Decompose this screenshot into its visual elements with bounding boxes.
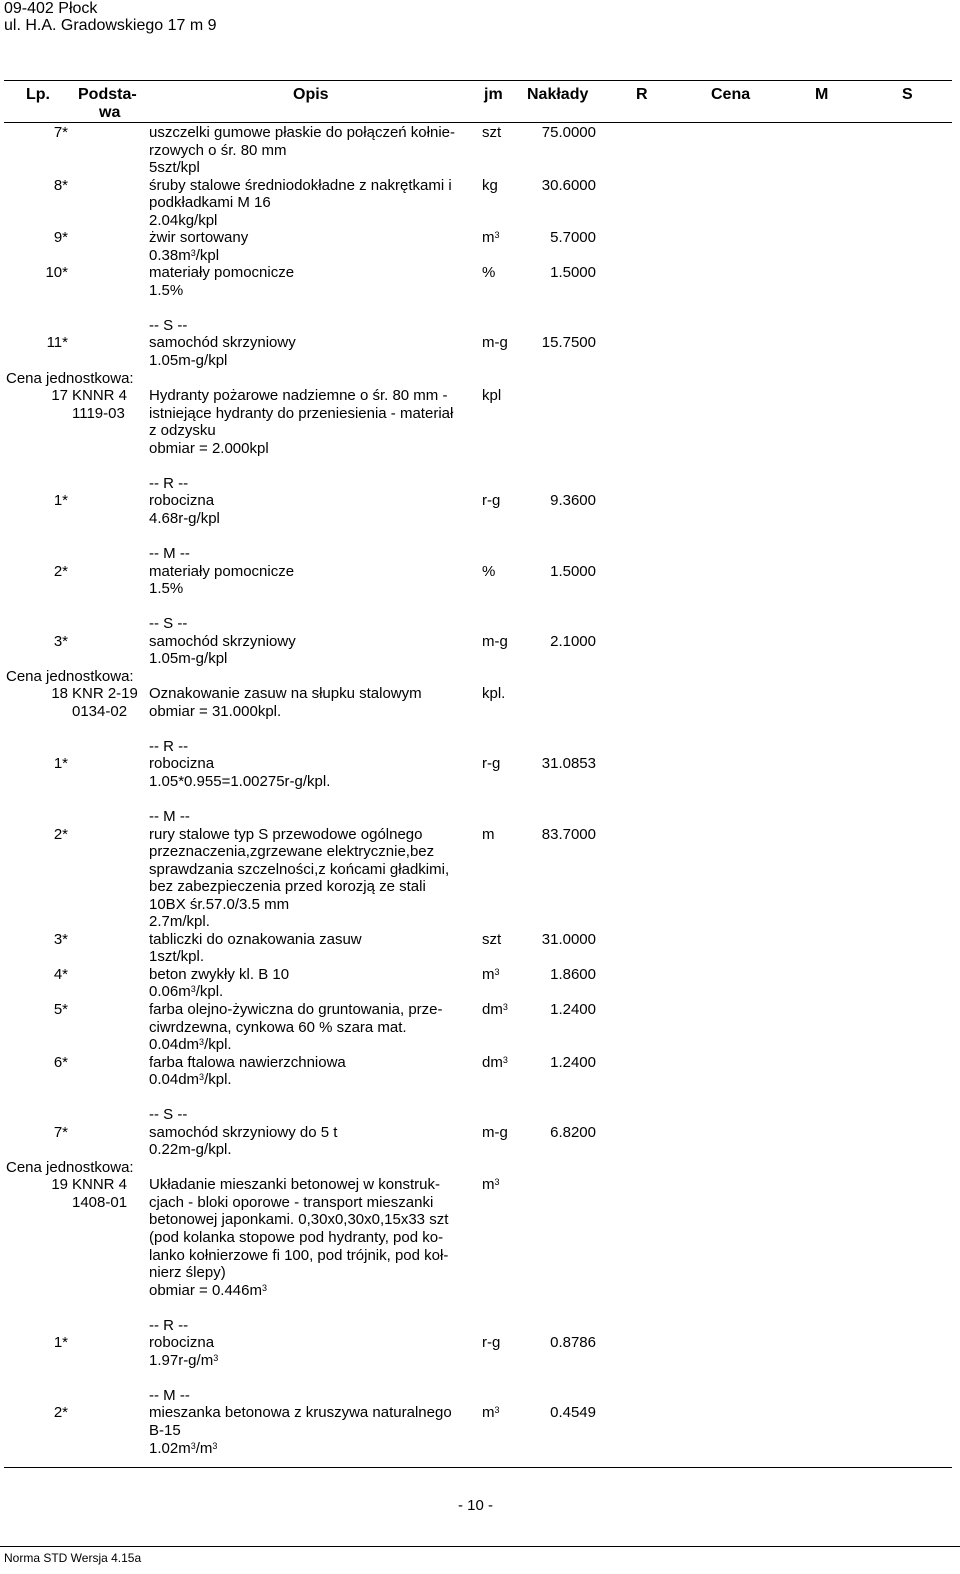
row-description: $0.38m^3$/kpl: [149, 247, 220, 264]
row-description: -- S --: [149, 317, 188, 334]
row-description: rury stalowe typ S przewodowe ogólnego: [149, 826, 423, 843]
row-description: -- S --: [149, 1106, 188, 1123]
row-description: 1.5%: [149, 580, 184, 597]
row-description: (pod kolanka stopowe pod hydranty, pod ko-: [149, 1229, 444, 1246]
table-top-border: [4, 80, 952, 81]
row-unit: m-g: [482, 633, 508, 650]
row-lp: 9*: [53, 229, 68, 246]
footer-divider: [0, 1546, 960, 1547]
row-description: lanko kołnierzowe fi 100, pod trójnik, pod koł-: [149, 1247, 449, 1264]
software-version: Norma STD Wersja 4.15a: [4, 1551, 142, 1565]
row-description: $0.04dm^3$/kpl.: [149, 1071, 232, 1088]
row-unit: $dm^3$: [482, 1001, 508, 1018]
row-description: podkładkami M 16: [149, 194, 271, 211]
row-description: robocizna: [149, 492, 215, 509]
row-basis: KNNR 4: [72, 1176, 128, 1193]
row-unit: r-g: [482, 1334, 501, 1351]
row-description: Oznakowanie zasuw na słupku stalowym: [149, 685, 422, 702]
row-lp: 17: [51, 387, 68, 404]
row-description: Układanie mieszanki betonowej w konstruk-: [149, 1176, 440, 1193]
row-quantity: 1.8600: [550, 966, 596, 983]
row-unit: $m^3$: [482, 229, 500, 246]
row-description: 1.5%: [149, 282, 184, 299]
row-description: śruby stalowe średniodokładne z nakrętkami i: [149, 177, 452, 194]
row-description: beton zwykły kl. B 10: [149, 966, 290, 983]
row-quantity: 0.8786: [550, 1334, 596, 1351]
row-description: B-15: [149, 1422, 181, 1439]
row-description: bez zabezpieczenia przed korozją ze stali: [149, 878, 426, 895]
row-unit: %: [482, 563, 496, 580]
row-description: robocizna: [149, 1334, 215, 1351]
row-lp: 1*: [53, 755, 68, 772]
row-description: mieszanka betonowa z kruszywa naturalnego: [149, 1404, 452, 1421]
row-unit: $dm^3$: [482, 1054, 508, 1071]
row-lp: 2*: [53, 563, 68, 580]
header-naklady: Nakłady: [527, 86, 589, 103]
company-address-line2: ul. H.A. Gradowskiego 17 m 9: [4, 17, 217, 34]
row-lp: 18: [51, 685, 68, 702]
row-quantity: 31.0000: [541, 931, 596, 948]
row-description: 1.05*0.955=1.00275r-g/kpl.: [149, 773, 331, 790]
header-bottom-border: [4, 122, 952, 123]
row-description: 0.22m-g/kpl.: [149, 1141, 232, 1158]
unit-price-label: Cena jednostkowa:: [6, 370, 134, 387]
row-description: farba olejno-żywiczna do gruntowania, prze-: [149, 1001, 443, 1018]
company-address-line1: 09-402 Płock: [4, 0, 98, 17]
row-unit: $m^3$: [482, 1404, 500, 1421]
header-opis: Opis: [293, 86, 329, 103]
row-quantity: 2.1000: [550, 633, 596, 650]
row-description: 1.05m-g/kpl: [149, 352, 228, 369]
row-unit: r-g: [482, 755, 501, 772]
row-lp: 1*: [53, 492, 68, 509]
row-basis: KNNR 4: [72, 387, 128, 404]
row-description: $1.02m^3/m^3$: [149, 1440, 218, 1457]
row-quantity: 1.2400: [550, 1001, 596, 1018]
row-quantity: 83.7000: [541, 826, 596, 843]
row-basis: KNR 2-19: [72, 685, 138, 702]
row-lp: 10*: [45, 264, 68, 281]
row-unit: kpl: [482, 387, 502, 404]
row-description: Hydranty pożarowe nadziemne o śr. 80 mm -: [149, 387, 448, 404]
row-description: sprawdzania szczelności,z końcami gładkimi,: [149, 861, 450, 878]
row-description: robocizna: [149, 755, 215, 772]
row-lp: 2*: [53, 1404, 68, 1421]
row-lp: 7*: [53, 124, 68, 141]
row-description: przeznaczenia,zgrzewane elektrycznie,bez: [149, 843, 435, 860]
row-description: -- M --: [149, 545, 190, 562]
row-quantity: 30.6000: [541, 177, 596, 194]
row-unit: szt: [482, 124, 502, 141]
row-description: samochód skrzyniowy: [149, 334, 296, 351]
row-unit: kg: [482, 177, 498, 194]
row-description: obmiar = 31.000kpl.: [149, 703, 282, 720]
row-description: ciwrdzewna, cynkowa 60 % szara mat.: [149, 1019, 407, 1036]
row-quantity: 31.0853: [541, 755, 596, 772]
row-lp: 5*: [53, 1001, 68, 1018]
row-quantity: 6.8200: [550, 1124, 596, 1141]
row-description: samochód skrzyniowy do 5 t: [149, 1124, 338, 1141]
page-number: - 10 -: [458, 1497, 494, 1514]
row-description: $0.04dm^3$/kpl.: [149, 1036, 232, 1053]
unit-price-label: Cena jednostkowa:: [6, 668, 134, 685]
row-description: uszczelki gumowe płaskie do połączeń kołnie-: [149, 124, 455, 141]
row-lp: 1*: [53, 1334, 68, 1351]
unit-price-label: Cena jednostkowa:: [6, 1159, 134, 1176]
row-lp: 19: [51, 1176, 68, 1193]
header-m: M: [815, 86, 829, 103]
row-lp: 11*: [46, 334, 68, 351]
row-description: $1.97r-g/m^3$: [149, 1352, 219, 1369]
row-description: żwir sortowany: [149, 229, 249, 246]
row-unit: m-g: [482, 334, 508, 351]
row-unit: $m^3$: [482, 1176, 500, 1193]
row-unit: r-g: [482, 492, 501, 509]
header-s: S: [902, 86, 913, 103]
row-description: materiały pomocnicze: [149, 264, 295, 281]
row-lp: 8*: [53, 177, 68, 194]
row-description: -- M --: [149, 1387, 190, 1404]
header-r: R: [636, 86, 648, 103]
row-basis: 0134-02: [72, 703, 128, 720]
row-lp: 2*: [53, 826, 68, 843]
row-basis: 1119-03: [72, 405, 125, 422]
row-description: 2.04kg/kpl: [149, 212, 218, 229]
row-quantity: 9.3600: [550, 492, 596, 509]
row-unit: m: [482, 826, 495, 843]
header-podstawa-1: Podsta-: [78, 86, 137, 103]
row-unit: m-g: [482, 1124, 508, 1141]
row-description: materiały pomocnicze: [149, 563, 295, 580]
row-description: 5szt/kpl: [149, 159, 200, 176]
row-description: 1.05m-g/kpl: [149, 650, 228, 667]
row-description: 1szt/kpl.: [149, 948, 205, 965]
row-description: nierz ślepy): [149, 1264, 226, 1281]
row-quantity: 1.5000: [550, 264, 596, 281]
row-description: obmiar = 2.000kpl: [149, 440, 269, 457]
row-description: rzowych o śr. 80 mm: [149, 142, 287, 159]
row-lp: 3*: [53, 931, 68, 948]
row-unit: kpl.: [482, 685, 506, 702]
row-description: z odzysku: [149, 422, 216, 439]
row-description: farba ftalowa nawierzchniowa: [149, 1054, 346, 1071]
row-lp: 4*: [53, 966, 68, 983]
row-quantity: 1.2400: [550, 1054, 596, 1071]
header-lp: Lp.: [26, 86, 50, 103]
row-unit: $m^3$: [482, 966, 500, 983]
row-lp: 7*: [53, 1124, 68, 1141]
row-description: cjach - bloki oporowe - transport mieszanki: [149, 1194, 434, 1211]
row-quantity: 15.7500: [541, 334, 596, 351]
row-lp: 3*: [53, 633, 68, 650]
row-description: tabliczki do oznakowania zasuw: [149, 931, 362, 948]
row-basis: 1408-01: [72, 1194, 128, 1211]
row-description: 2.7m/kpl.: [149, 913, 210, 930]
row-description: -- M --: [149, 808, 190, 825]
row-description: samochód skrzyniowy: [149, 633, 296, 650]
table-bottom-border: [4, 1467, 952, 1468]
row-description: -- R --: [149, 475, 189, 492]
header-cena: Cena: [711, 86, 751, 103]
row-description: obmiar = $0.446m^3$: [149, 1282, 267, 1299]
row-lp: 6*: [53, 1054, 68, 1071]
row-description: -- R --: [149, 738, 189, 755]
header-jm: jm: [484, 86, 503, 103]
row-description: $0.06m^3$/kpl.: [149, 983, 224, 1000]
row-description: 10BX śr.57.0/3.5 mm: [149, 896, 290, 913]
row-description: 4.68r-g/kpl: [149, 510, 220, 527]
row-quantity: 1.5000: [550, 563, 596, 580]
row-description: -- R --: [149, 1317, 189, 1334]
row-quantity: 75.0000: [541, 124, 596, 141]
header-podstawa-2: wa: [99, 104, 121, 121]
row-quantity: 0.4549: [550, 1404, 596, 1421]
row-description: -- S --: [149, 615, 188, 632]
row-unit: %: [482, 264, 496, 281]
row-unit: szt: [482, 931, 502, 948]
row-description: istniejące hydranty do przeniesienia - materiał: [149, 405, 454, 422]
row-quantity: 5.7000: [550, 229, 596, 246]
row-description: betonowej japonkami. 0,30x0,30x0,15x33 szt: [149, 1211, 449, 1228]
